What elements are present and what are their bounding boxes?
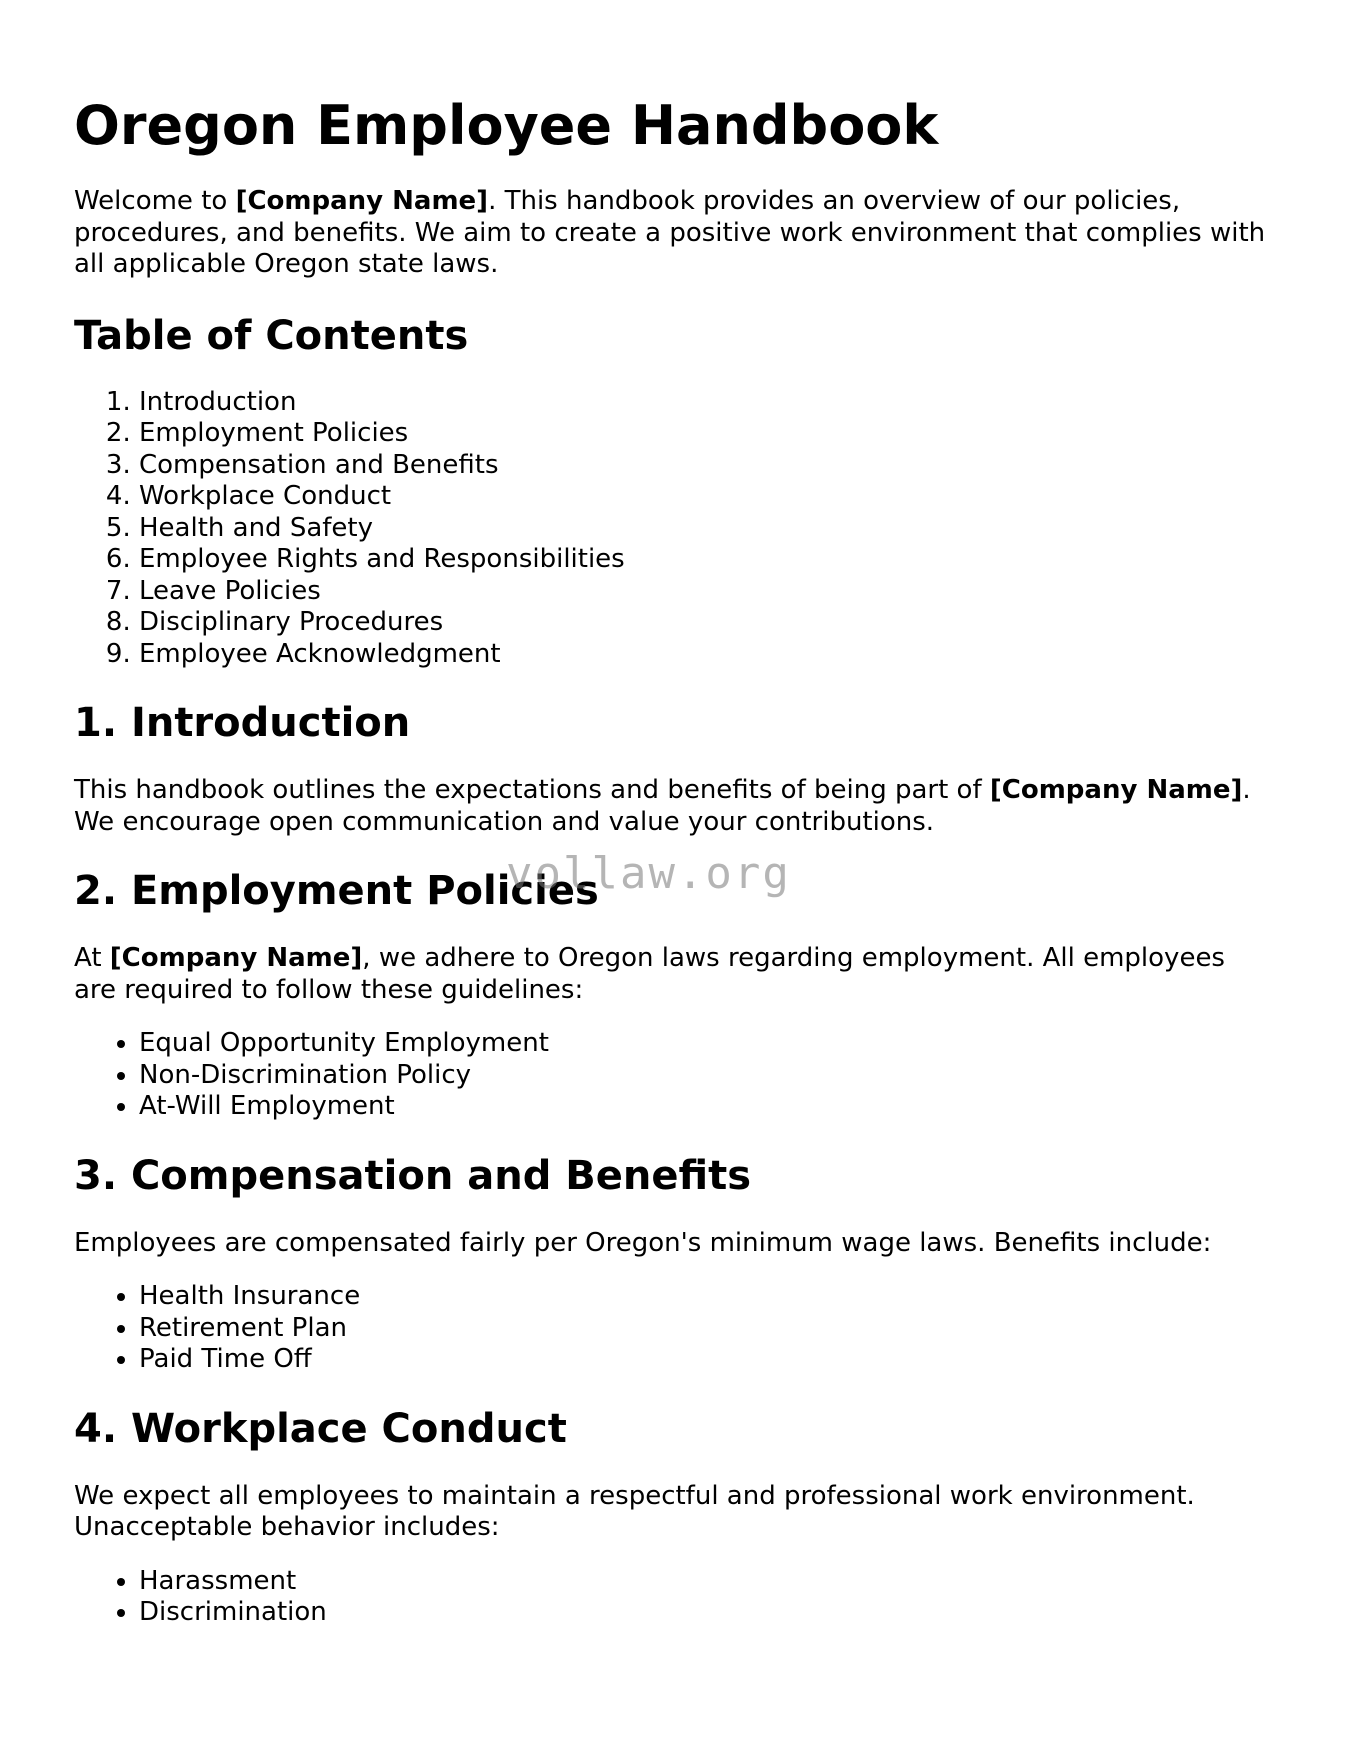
toc-heading: Table of Contents (74, 312, 469, 359)
toc-item: 1. Introduction (139, 387, 1274, 419)
compensation-paragraph: Employees are compensated fairly per Oregon's minimum wage laws. Benefits include: (74, 1227, 1212, 1258)
list-item: • Equal Opportunity Employment (139, 1028, 1274, 1060)
section-heading-introduction: 1. Introduction (74, 700, 411, 746)
toc-item: 6. Employee Rights and Responsibilities (139, 544, 1274, 576)
list-item: • Discrimination (139, 1597, 1274, 1629)
welcome-paragraph (74, 186, 1274, 281)
company-name-placeholder: [Company Name] (109, 943, 363, 973)
welcome-suffix: . This handbook provides an overview of our policies, procedures, and benefits. We aim to create a positive work environment that complies with all applicable Oregon state laws. (74, 186, 1266, 279)
list-item: • At-Will Employment (139, 1091, 1274, 1123)
toc-item: 2. Employment Policies (139, 418, 1274, 450)
toc-item: 7. Leave Policies (139, 576, 1274, 608)
section-heading-compensation: 3. Compensation and Benefits (74, 1152, 752, 1199)
toc-item: 9. Employee Acknowledgment (139, 639, 1274, 671)
section-heading-workplace-conduct: 4. Workplace Conduct (74, 1405, 567, 1452)
toc-item: 8. Disciplinary Procedures (139, 607, 1274, 639)
employment-suffix: , we adhere to Oregon laws regarding employment. All employees are required to follow these guidelines: (74, 943, 1225, 1005)
employment-paragraph (74, 943, 1274, 1006)
watermark: vollaw.org (506, 848, 791, 899)
unacceptable-behavior-list (74, 1566, 1274, 1629)
section-heading-employment-policies: 2. Employment Policies (74, 868, 599, 914)
introduction-paragraph (74, 775, 1274, 838)
introduction-prefix: This handbook outlines the expectations and benefits of being part of (74, 775, 990, 805)
document-title: Oregon Employee Handbook (74, 94, 939, 157)
list-item: • Health Insurance (139, 1281, 1274, 1313)
benefits-list (74, 1281, 1274, 1376)
toc-item: 5. Health and Safety (139, 513, 1274, 545)
company-name-placeholder: [Company Name] (989, 775, 1243, 805)
list-item: • Retirement Plan (139, 1313, 1274, 1345)
toc-item: 4. Workplace Conduct (139, 481, 1274, 513)
introduction-suffix: . We encourage open communication and value your contributions. (74, 775, 1251, 837)
company-name-placeholder: [Company Name] (235, 186, 489, 216)
list-item: • Harassment (139, 1566, 1274, 1598)
toc-item: 3. Compensation and Benefits (139, 450, 1274, 482)
welcome-prefix: Welcome to (74, 186, 236, 216)
employment-prefix: At (74, 943, 110, 973)
employment-policies-list (74, 1028, 1274, 1123)
list-item: • Paid Time Off (139, 1344, 1274, 1376)
list-item: • Non-Discrimination Policy (139, 1060, 1274, 1092)
conduct-paragraph: We expect all employees to maintain a respectful and professional work environment. Unacceptable behavior includes: (74, 1480, 1195, 1542)
table-of-contents (74, 387, 1274, 671)
